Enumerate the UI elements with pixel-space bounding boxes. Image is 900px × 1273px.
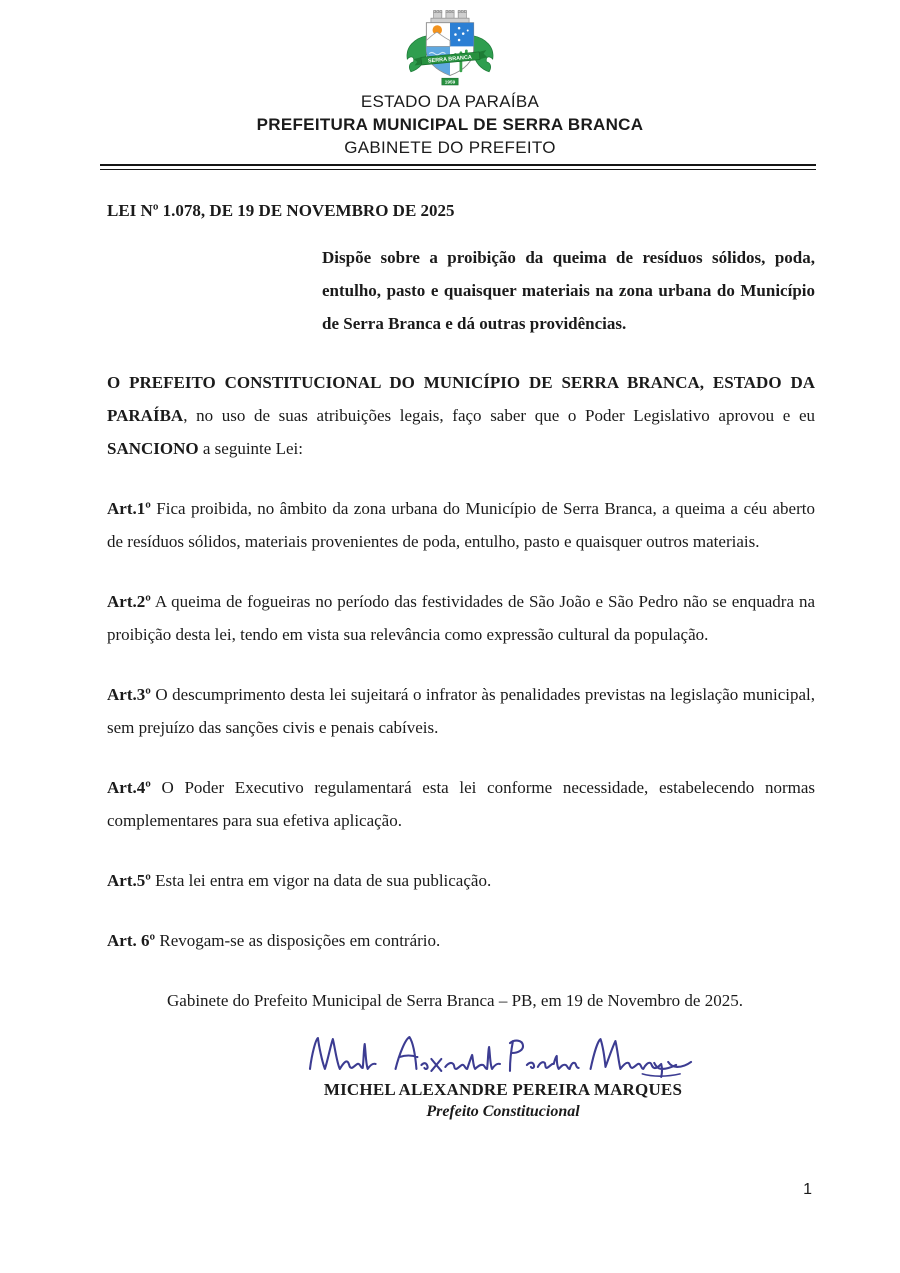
handwritten-signature xyxy=(304,1029,702,1083)
signature-block xyxy=(149,1029,857,1123)
crest-mural-crown xyxy=(431,10,469,23)
article-6-text: Revogam-se as disposições em contrário. xyxy=(155,931,441,950)
signer-name: MICHEL ALEXANDRE PEREIRA MARQUES xyxy=(323,1080,683,1099)
article-5-text: Esta lei entra em vigor na data de sua publicação. xyxy=(150,871,492,890)
preamble xyxy=(107,366,815,465)
preamble-sanction-bold: SANCIONO xyxy=(107,439,199,458)
law-title: LEI Nº 1.078, DE 19 DE NOVEMBRO DE 2025 xyxy=(107,201,455,220)
law-document-body xyxy=(107,194,815,1123)
coat-of-arms-icon xyxy=(392,10,508,90)
article-4-label: Art.4º xyxy=(107,778,151,797)
article-5-label: Art.5º xyxy=(107,871,151,890)
closing-dateline: Gabinete do Prefeito Municipal de Serra Branca – PB, em 19 de Novembro de 2025. xyxy=(167,991,743,1010)
crest-banner-text: SERRA BRANCA xyxy=(427,54,473,65)
preamble-mayor-bold: O PREFEITO CONSTITUCIONAL DO MUNICÍPIO DE SERRA BRANCA, ESTADO DA PARAÍBA xyxy=(107,373,815,425)
law-summary: Dispõe sobre a proibição da queima de resíduos sólidos, poda, entulho, pasto e quaisquer materiais na zona urbana do Município de Serra Branca e dá outras providências. xyxy=(322,248,815,333)
crest-year-text: 1959 xyxy=(444,80,456,86)
signature-stroke-alexandre xyxy=(396,1037,500,1071)
article-4-text: O Poder Executivo regulamentará esta lei conforme necessidade, estabelecendo normas complementares para sua efetiva aplicação. xyxy=(107,778,815,830)
article-3-text: O descumprimento desta lei sujeitará o infrator às penalidades previstas na legislação municipal, sem prejuízo das sanções civis e penais cabíveis. xyxy=(107,685,815,737)
signer-role: Prefeito Constitucional xyxy=(426,1103,580,1120)
article-1-label: Art.1º xyxy=(107,499,151,518)
letterhead-office: GABINETE DO PREFEITO xyxy=(344,138,556,157)
letterhead-municipality: PREFEITURA MUNICIPAL DE SERRA BRANCA xyxy=(256,115,644,134)
article-4 xyxy=(107,771,815,837)
signature-stroke-pereira xyxy=(510,1041,579,1071)
article-2 xyxy=(107,585,815,651)
article-3-label: Art.3º xyxy=(107,685,151,704)
signature-stroke-michel xyxy=(310,1038,376,1069)
article-5 xyxy=(107,864,815,897)
signature-stroke-marques xyxy=(591,1039,691,1077)
preamble-text-2: a seguinte Lei: xyxy=(198,439,303,458)
article-2-text: A queima de fogueiras no período das festividades de São João e São Pedro não se enquadra na proibição desta lei, tendo em vista sua relevância como expressão cultural da população. xyxy=(107,592,815,644)
page-number: 1 xyxy=(803,1181,812,1198)
crest-left-ribbon xyxy=(407,35,428,71)
letterhead xyxy=(0,0,900,170)
article-1-text: Fica proibida, no âmbito da zona urbana do Município de Serra Branca, a queima a céu aberto de resíduos sólidos, materiais provenientes de poda, entulho, pasto e quaisquer outros materiais. xyxy=(107,499,815,551)
article-2-label: Art.2º xyxy=(107,592,151,611)
preamble-text-1: , no uso de suas atribuições legais, faço saber que o Poder Legislativo aprovou e eu xyxy=(183,406,815,425)
article-6-label: Art. 6º xyxy=(107,931,156,950)
article-6 xyxy=(107,924,815,957)
article-3 xyxy=(107,678,815,744)
article-1 xyxy=(107,492,815,558)
letterhead-rule xyxy=(100,164,816,170)
letterhead-state: ESTADO DA PARAÍBA xyxy=(360,92,540,111)
crest-quarter-stars xyxy=(450,23,474,47)
